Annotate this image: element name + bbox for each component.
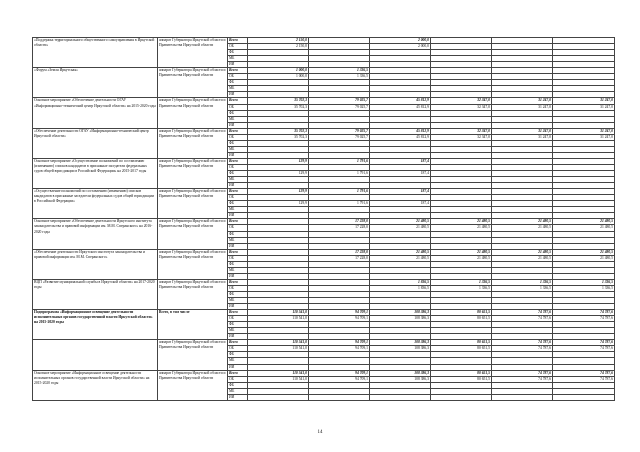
funding-source-label: ФБ [228,231,248,237]
measure-description: «Форум «Земля Иркутская» [33,68,158,98]
funding-source-label: ОБ [228,164,248,170]
amount-cell [492,394,553,400]
funding-source-label: МБ [228,388,248,394]
executor-cell: аппарат Губернатора Иркутской области и Правительства Иркутской области [158,98,228,128]
amount-cell: 32 347,0 [431,104,492,110]
funding-source-label: ОБ [228,195,248,201]
measure-description: «Осуществление полномочий по составлению (изменению) списков кандидатов в присяжные заседатели федеральных судов общей юрисдикции в Российской Федерации» [33,189,158,219]
amount-cell: 108 386,3 [370,310,431,316]
amount-cell: 74 787,6 [492,340,553,346]
amount-cell: 187,4 [370,171,431,177]
funding-source-label: МБ [228,358,248,364]
funding-source-label: Всего [228,340,248,346]
amount-cell: 17 228,0 [309,249,370,255]
measure-description: Подпрограмма «Информационное освещение деятельности исполнительных органов государственной власти Иркутской области» на 2015-2020 годы [33,310,158,340]
funding-source-label: МБ [228,267,248,273]
executor-cell: аппарат Губернатора Иркутской области и Правительства Иркутской области [158,68,228,98]
amount-cell: 35 702,3 [248,134,309,140]
amount-cell: 21 480,5 [431,249,492,255]
funding-source-label: МБ [228,328,248,334]
amount-cell: 74 787,6 [553,370,615,376]
funding-source-label: ОБ [228,255,248,261]
amount-cell: 21 480,5 [553,225,615,231]
amount-cell: 74 787,6 [553,340,615,346]
amount-cell: 74 787,6 [553,316,615,322]
budget-table-page [32,37,614,401]
page-number: 14 [317,430,323,435]
amount-cell: 1 336,5 [309,68,370,74]
amount-cell: 79 025,7 [309,98,370,104]
amount-cell: 35 702,3 [248,98,309,104]
funding-source-label: МБ [228,298,248,304]
amount-cell: 2 150,0 [248,38,309,44]
amount-cell: 1 791,6 [309,158,370,164]
funding-source-label: ФБ [228,352,248,358]
amount-cell: 79 025,7 [309,134,370,140]
measure-description: «Поддержка территориального общественного самоуправления в Иркутской области» [33,38,158,68]
amount-cell [370,394,431,400]
amount-cell: 1 791,6 [309,171,370,177]
amount-cell: 21 480,5 [431,225,492,231]
executor-cell: аппарат Губернатора Иркутской области и Правительства Иркутской области [158,340,228,370]
executor-cell: аппарат Губернатора Иркутской области и Правительства Иркутской области [158,189,228,219]
amount-cell: 74 787,6 [553,310,615,316]
amount-cell: 17 228,0 [309,255,370,261]
amount-cell: 21 480,5 [492,249,553,255]
amount-cell: 35 702,3 [248,128,309,134]
amount-cell: 1 836,5 [370,279,431,285]
amount-cell: 187,4 [370,158,431,164]
amount-cell: 80 651,5 [431,340,492,346]
amount-cell: 21 480,5 [431,255,492,261]
measure-description [33,340,158,370]
amount-cell: 2 000,0 [370,44,431,50]
amount-cell: 80 651,5 [431,370,492,376]
funding-source-label: ФБ [228,140,248,146]
amount-cell: 32 347,0 [431,134,492,140]
measure-description: Основное мероприятие «Обеспечение деятельности ОГАУ «Информационно-технический центр Иркутской области» на 2015-2020 годы [33,98,158,128]
executor-cell: аппарат Губернатора Иркутской области и Правительства Иркутской области [158,158,228,188]
funding-source-label: МБ [228,116,248,122]
funding-source-label: Всего [228,219,248,225]
amount-cell: 45 812,9 [370,98,431,104]
executor-cell: аппарат Губернатора Иркутской области и Правительства Иркутской области [158,128,228,158]
funding-source-label: ФБ [228,50,248,56]
funding-source-label: ОБ [228,74,248,80]
funding-source-label: ОБ [228,285,248,291]
amount-cell: 94 709,1 [309,316,370,322]
amount-cell: 1 791,6 [309,201,370,207]
amount-cell: 1 336,5 [553,279,615,285]
amount-cell [431,394,492,400]
amount-cell: 17 228,0 [309,219,370,225]
amount-cell: 21 480,5 [370,249,431,255]
amount-cell: 31 247,0 [553,134,615,140]
amount-cell: 94 709,1 [309,346,370,352]
funding-source-label: ОБ [228,44,248,50]
amount-cell: 1 836,5 [370,285,431,291]
amount-cell: 80 651,5 [431,310,492,316]
funding-source-label: Всего [228,158,248,164]
amount-cell: 45 812,9 [370,104,431,110]
amount-cell: 2 000,0 [370,38,431,44]
funding-source-label: МБ [228,177,248,183]
funding-source-label: ИИ [228,334,248,340]
amount-cell: 110 541,0 [248,340,309,346]
amount-cell: 108 386,3 [370,316,431,322]
funding-source-label: ИИ [228,394,248,400]
funding-source-label: ИИ [228,152,248,158]
amount-cell: 21 480,5 [370,255,431,261]
amount-cell: 31 247,0 [553,98,615,104]
funding-source-label: МБ [228,86,248,92]
amount-cell: 21 480,5 [492,219,553,225]
funding-source-label: ФБ [228,261,248,267]
funding-source-label: ОБ [228,346,248,352]
amount-cell: 1 336,5 [309,74,370,80]
amount-cell: 94 709,1 [309,370,370,376]
measure-description: Основное мероприятие «Осуществление полномочий по составлению (изменению) списков кандидатов в присяжные заседатели федеральных судов общей юрисдикции в Российской Федерации» на 2015-2017 годы [33,158,158,188]
amount-cell: 74 787,6 [492,310,553,316]
funding-source-label: МБ [228,146,248,152]
funding-source-label: ИИ [228,273,248,279]
amount-cell: 31 247,0 [492,128,553,134]
funding-source-label: ИИ [228,122,248,128]
amount-cell: 1 000,0 [248,74,309,80]
amount-cell: 21 480,5 [553,219,615,225]
funding-source-label: ИИ [228,213,248,219]
amount-cell: 21 480,5 [553,249,615,255]
amount-cell: 80 651,5 [431,346,492,352]
measure-description: ВЦП «Развитие муниципальной службы в Иркутской области» на 2017-2020 годы [33,279,158,309]
amount-cell: 1 791,6 [309,189,370,195]
amount-cell: 108 386,3 [370,346,431,352]
amount-cell: 21 480,5 [370,225,431,231]
amount-cell: 74 787,6 [492,316,553,322]
amount-cell: 110 541,0 [248,376,309,382]
funding-source-label: ОБ [228,225,248,231]
executor-cell: аппарат Губернатора Иркутской области и Правительства Иркутской области [158,38,228,68]
funding-source-label: ОБ [228,104,248,110]
amount-cell [309,394,370,400]
funding-source-label: ИИ [228,243,248,249]
executor-cell: аппарат Губернатора Иркутской области и Правительства Иркутской области [158,219,228,249]
amount-cell: 1 336,5 [431,285,492,291]
funding-source-label: МБ [228,56,248,62]
funding-source-label: Всего [228,279,248,285]
funding-source-label: ФБ [228,322,248,328]
funding-source-label: ИИ [228,304,248,310]
amount-cell: 21 480,5 [553,255,615,261]
amount-cell: 31 247,0 [492,104,553,110]
funding-source-label: Всего [228,189,248,195]
funding-source-label: ФБ [228,171,248,177]
funding-source-label: ОБ [228,134,248,140]
amount-cell: 110 541,0 [248,346,309,352]
measure-description: Основное мероприятие «Информационное освещение деятельности исполнительных органов государственной власти Иркутской области» на 2015-2020 годы [33,370,158,400]
amount-cell: 74 787,6 [553,376,615,382]
amount-cell: 108 386,3 [370,370,431,376]
amount-cell: 17 228,0 [309,225,370,231]
funding-source-label: ИИ [228,62,248,68]
amount-cell: 129,9 [248,201,309,207]
amount-cell: 187,4 [370,201,431,207]
amount-cell: 21 480,5 [492,225,553,231]
amount-cell: 74 787,6 [492,370,553,376]
amount-cell: 32 347,0 [431,128,492,134]
amount-cell: 45 812,9 [370,128,431,134]
measure-description: Основное мероприятие «Обеспечение деятельности Иркутского института законодательства и правовой информации им. М.М. Сперанского» на 2016-2020 годы [33,219,158,249]
funding-source-label: Всего [228,68,248,74]
amount-cell: 1 336,5 [492,279,553,285]
amount-cell: 74 787,6 [553,346,615,352]
funding-source-label: МБ [228,237,248,243]
amount-cell: 1 336,5 [553,285,615,291]
amount-cell: 129,9 [248,189,309,195]
amount-cell [248,394,309,400]
amount-cell: 2 150,0 [248,44,309,50]
amount-cell: 110 541,0 [248,310,309,316]
amount-cell: 1 336,5 [492,285,553,291]
measure-description: «Обеспечение деятельности Иркутского института законодательства и правовой информации им. М.М. Сперанского» [33,249,158,279]
amount-cell: 74 787,6 [492,346,553,352]
amount-cell: 35 702,3 [248,104,309,110]
funding-source-label: ФБ [228,382,248,388]
executor-cell: аппарат Губернатора Иркутской области и Правительства Иркутской области [158,279,228,309]
funding-source-label: ФБ [228,80,248,86]
amount-cell: 21 480,5 [370,219,431,225]
amount-cell: 110 541,0 [248,370,309,376]
funding-source-label: Всего [228,370,248,376]
amount-cell: 108 386,3 [370,340,431,346]
amount-cell: 110 541,0 [248,316,309,322]
executor-cell: Всего, в том числе [158,310,228,340]
amount-cell: 1 000,0 [248,68,309,74]
funding-source-label: ИИ [228,364,248,370]
amount-cell: 1 336,5 [431,279,492,285]
funding-source-label: ИИ [228,92,248,98]
funding-source-label: ИИ [228,183,248,189]
amount-cell: 32 347,0 [431,98,492,104]
executor-cell: аппарат Губернатора Иркутской области и Правительства Иркутской области [158,249,228,279]
amount-cell: 94 709,1 [309,310,370,316]
funding-source-label: Всего [228,128,248,134]
funding-source-label: ФБ [228,110,248,116]
funding-source-label: Всего [228,249,248,255]
amount-cell: 129,9 [248,171,309,177]
amount-cell: 31 247,0 [492,98,553,104]
amount-cell: 79 025,7 [309,104,370,110]
measure-description: «Обеспечение деятельности ОГАУ «Информационно-технический центр Иркутской области» [33,128,158,158]
amount-cell: 74 787,6 [492,376,553,382]
executor-cell: аппарат Губернатора Иркутской области и Правительства Иркутской области [158,370,228,400]
amount-cell: 187,4 [370,189,431,195]
amount-cell: 31 247,0 [553,104,615,110]
amount-cell: 45 812,9 [370,134,431,140]
amount-cell: 80 651,5 [431,376,492,382]
funding-source-label: ОБ [228,376,248,382]
amount-cell: 21 480,5 [431,219,492,225]
amount-cell: 21 480,5 [492,255,553,261]
funding-source-label: Всего [228,38,248,44]
amount-cell: 129,9 [248,158,309,164]
amount-cell: 94 709,1 [309,340,370,346]
amount-cell: 79 025,7 [309,128,370,134]
funding-source-label: ФБ [228,291,248,297]
funding-source-label: Всего [228,98,248,104]
amount-cell: 94 709,1 [309,376,370,382]
amount-cell [553,394,615,400]
funding-source-label: Всего [228,310,248,316]
amount-cell: 31 247,0 [553,128,615,134]
budget-table [32,37,615,401]
amount-cell: 108 386,3 [370,376,431,382]
amount-cell: 80 651,5 [431,316,492,322]
amount-cell: 31 247,0 [492,134,553,140]
funding-source-label: МБ [228,207,248,213]
funding-source-label: ОБ [228,316,248,322]
funding-source-label: ФБ [228,201,248,207]
